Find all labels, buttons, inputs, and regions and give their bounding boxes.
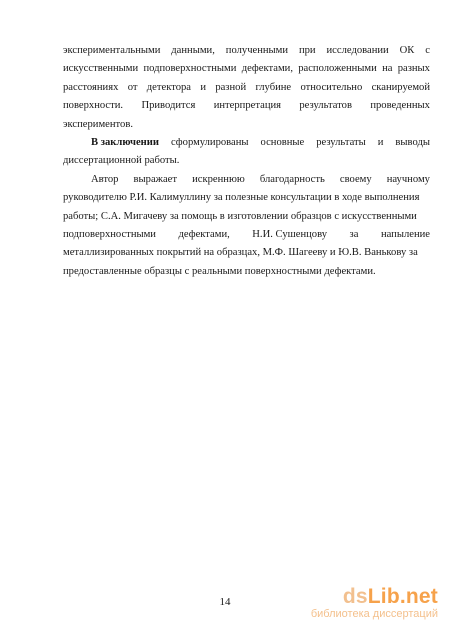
word: от	[127, 81, 138, 93]
word: разных	[397, 63, 430, 75]
word: результаты	[316, 136, 366, 148]
word: исследовании	[326, 45, 389, 56]
word: выводы	[395, 136, 430, 148]
word: дефектами,	[241, 63, 293, 75]
text-line	[63, 226, 430, 244]
text-line: работы; С.А. Мигачеву за помощь в изготовлении образцов с искусственными	[63, 210, 417, 222]
word: относительно	[300, 81, 363, 93]
word: выражает	[133, 173, 178, 185]
word: и	[200, 81, 206, 93]
word: искусственными	[63, 63, 139, 75]
word: сформулированы	[170, 136, 249, 148]
watermark	[311, 586, 438, 620]
word: расположенными	[298, 63, 377, 75]
word: Н.И. Сушенцову	[252, 228, 328, 240]
word: за	[349, 228, 359, 240]
word: экспериментальными	[63, 45, 161, 56]
word: сканируемой	[371, 81, 430, 93]
word: ОК	[399, 45, 415, 56]
text-line: металлизированных покрытий на образцах, М.Ф. Шагееву и Ю.В. Ванькову за	[63, 247, 418, 259]
word: интерпретация	[213, 100, 282, 112]
word: на	[382, 63, 393, 75]
word: дефектами,	[178, 228, 230, 240]
paragraph-conclusion	[63, 134, 430, 171]
word: результатов	[299, 100, 352, 112]
word: и	[377, 136, 384, 148]
text-line: руководителю Р.И. Калимуллину за полезные консультации в ходе выполнения	[63, 192, 420, 204]
word: поверхности.	[63, 100, 124, 112]
word: детектора	[146, 81, 192, 93]
word: благодарность	[259, 173, 325, 185]
watermark-tagline: библиотека диссертаций	[310, 608, 438, 620]
text-line	[63, 134, 430, 152]
text-line	[63, 79, 430, 97]
body-text	[63, 42, 430, 281]
word: с	[425, 45, 430, 56]
text-line	[63, 171, 430, 189]
word: своему	[339, 173, 372, 185]
word: научному	[386, 173, 430, 185]
word: проведенных	[370, 100, 430, 112]
text-line	[63, 60, 430, 78]
text-line: экспериментов.	[63, 118, 133, 130]
text-line	[63, 97, 430, 115]
word: подповерхностными	[143, 63, 237, 75]
word: подповерхностными	[63, 228, 156, 240]
word: данными,	[171, 45, 215, 56]
word: полученными	[225, 45, 289, 56]
word: искреннюю	[192, 173, 245, 185]
logo-part-ds: ds	[342, 585, 368, 608]
text-line: диссертационной работы.	[63, 155, 180, 167]
word: при	[298, 45, 316, 56]
word: Приводится	[141, 100, 196, 112]
bold-lead: В заключении	[91, 136, 159, 148]
paragraph-experiments	[63, 42, 430, 134]
logo-part-lib-net: Lib.net	[367, 585, 438, 608]
word: напыление	[380, 228, 430, 240]
word: Автор	[91, 173, 119, 185]
text-line	[63, 42, 430, 60]
word: разной	[215, 81, 247, 93]
page-number: 14	[219, 596, 231, 608]
word: расстояниях	[63, 81, 119, 93]
word: основные	[260, 136, 305, 148]
word: глубине	[255, 81, 292, 93]
paragraph-acknowledgements	[63, 171, 430, 281]
text-line: предоставленные образцы с реальными поверхностными дефектами.	[63, 265, 376, 277]
watermark-logo	[311, 586, 438, 607]
